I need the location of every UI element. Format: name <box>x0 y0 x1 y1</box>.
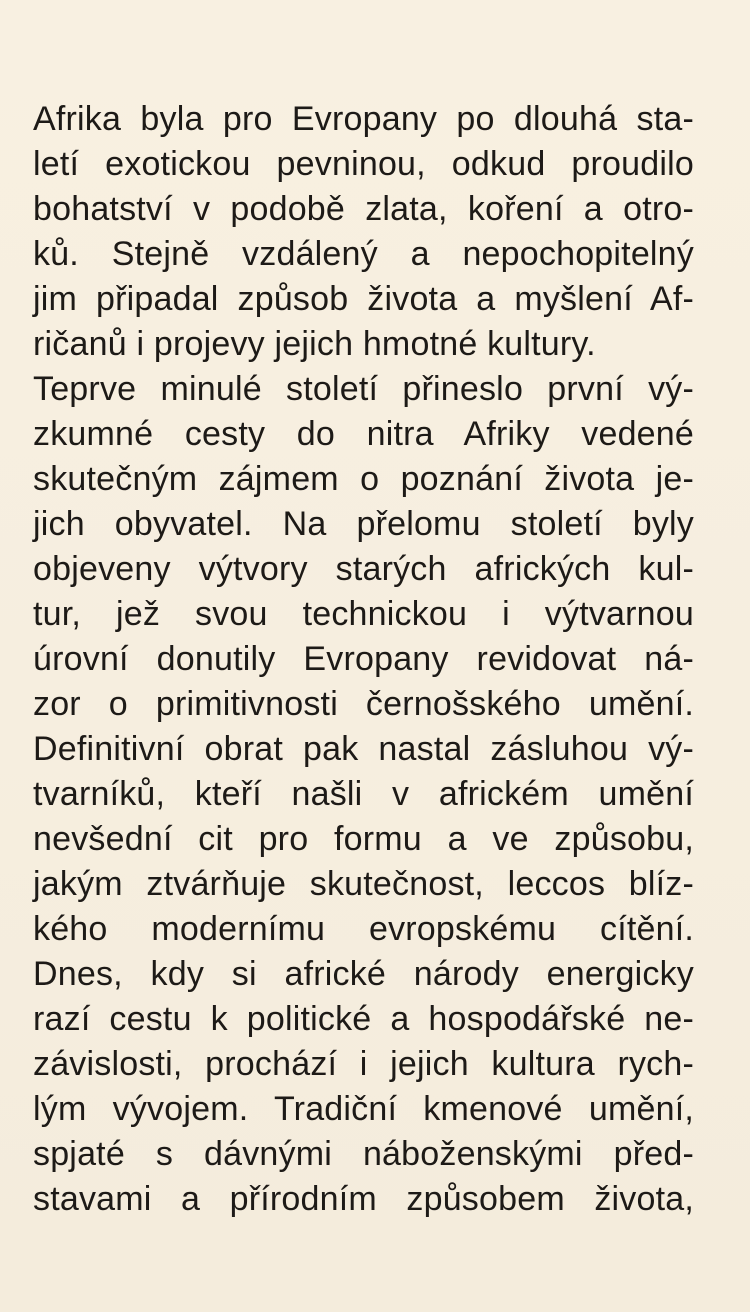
text-line-19: kého modernímu evropskému cítění. <box>33 910 694 948</box>
text-line-1: Afrika byla pro Evropany po dlouhá sta- <box>33 100 694 138</box>
text-line-17: nevšední cit pro formu a ve způsobu, <box>33 820 694 858</box>
text-line-6: ričanů i projevy jejich hmotné kultury. <box>33 325 596 363</box>
text-line-10: jich obyvatel. Na přelomu století byly <box>33 505 694 543</box>
text-line-8: zkumné cesty do nitra Afriky vedené <box>33 415 694 453</box>
text-line-2: letí exotickou pevninou, odkud proudilo <box>33 145 694 183</box>
text-line-22: závislosti, prochází i jejich kultura rych- <box>33 1045 694 1083</box>
text-line-25: stavami a přírodním způsobem života, <box>33 1180 694 1218</box>
text-line-23: lým vývojem. Tradiční kmenové umění, <box>33 1090 694 1128</box>
text-line-24: spjaté s dávnými náboženskými před- <box>33 1135 694 1173</box>
text-line-7: Teprve minulé století přineslo první vý- <box>33 370 694 408</box>
text-line-4: ků. Stejně vzdálený a nepochopitelný <box>33 235 694 273</box>
text-line-3: bohatství v podobě zlata, koření a otro- <box>33 190 694 228</box>
text-line-5: jim připadal způsob života a myšlení Af- <box>33 280 694 318</box>
text-line-21: razí cestu k politické a hospodářské ne- <box>33 1000 694 1038</box>
body-text <box>33 97 694 1222</box>
text-line-18: jakým ztvárňuje skutečnost, leccos blíz- <box>33 865 694 903</box>
text-line-9: skutečným zájmem o poznání života je- <box>33 460 694 498</box>
text-line-12: tur, jež svou technickou i výtvarnou <box>33 595 694 633</box>
text-line-20: Dnes, kdy si africké národy energicky <box>33 955 694 993</box>
text-line-11: objeveny výtvory starých afrických kul- <box>33 550 694 588</box>
text-line-13: úrovní donutily Evropany revidovat ná- <box>33 640 694 678</box>
text-line-15: Definitivní obrat pak nastal zásluhou vý- <box>33 730 694 768</box>
text-line-16: tvarníků, kteří našli v africkém umění <box>33 775 694 813</box>
text-line-14: zor o primitivnosti černošského umění. <box>33 685 694 723</box>
